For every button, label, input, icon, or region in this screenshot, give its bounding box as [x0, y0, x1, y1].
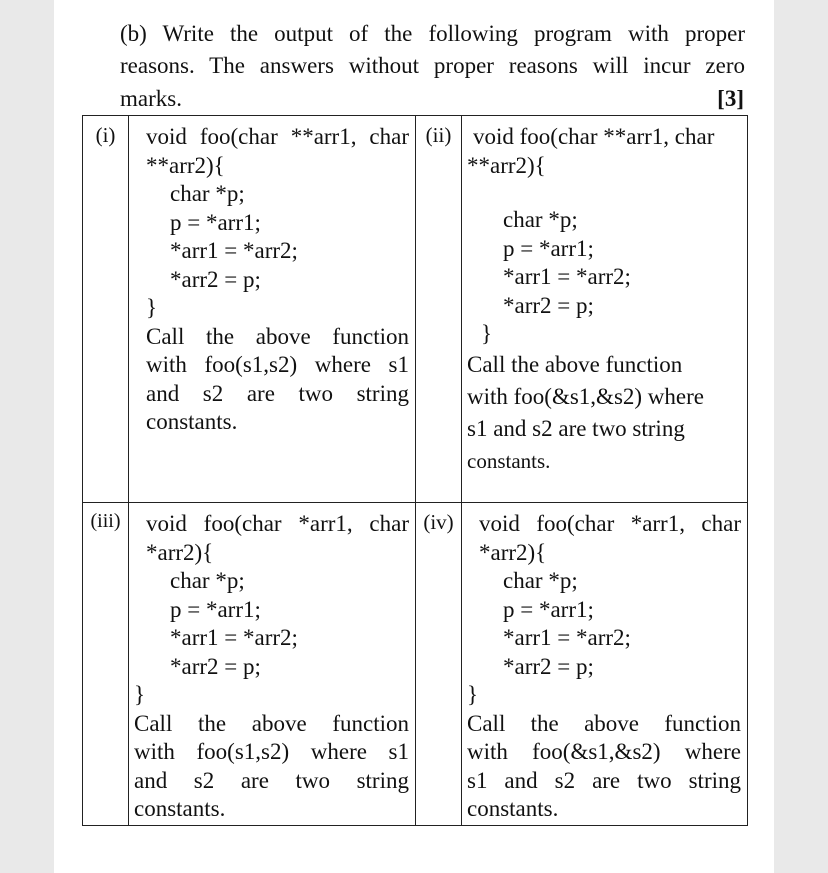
description-line: with foo(s1,s2) where s1 — [146, 352, 409, 377]
code-line: *arr1 = *arr2; — [503, 264, 631, 289]
code-line: p = *arr1; — [503, 596, 594, 622]
code-line: *arr2 = p; — [170, 266, 261, 292]
description-line: with foo(&s1,&s2) where — [467, 383, 704, 409]
description-line: and s2 are two string — [134, 767, 409, 793]
code-header: void foo(char *arr1, char — [146, 511, 409, 536]
code-line: *arr2 = p; — [170, 653, 261, 679]
part-label: (iii) — [83, 503, 129, 826]
code-close: } — [481, 321, 493, 346]
code-line: *arr2 = p; — [503, 653, 594, 679]
code-header: void foo(char *arr1, char — [479, 511, 741, 536]
description-line: s1 and s2 are two string — [467, 415, 685, 441]
description-line: Call the above function — [134, 710, 409, 736]
description-line: with foo(&s1,&s2) where — [467, 739, 741, 764]
description-line: constants. — [146, 409, 238, 434]
description-line: constants. — [467, 796, 559, 821]
code-header: **arr2){ — [467, 152, 546, 178]
code-header: void foo(char **arr1, char — [146, 124, 409, 149]
right-margin — [774, 0, 828, 873]
question-line-3: marks. — [120, 86, 182, 111]
code-line: *arr1 = *arr2; — [170, 238, 298, 263]
table-row — [83, 116, 748, 503]
left-margin — [0, 0, 54, 873]
code-header: *arr2){ — [146, 539, 214, 565]
part-iii-cell — [129, 503, 416, 826]
code-line: *arr1 = *arr2; — [170, 625, 298, 650]
code-line: p = *arr1; — [170, 209, 261, 235]
part-label: (iv) — [416, 503, 462, 826]
code-line: char *p; — [170, 181, 245, 206]
code-line: p = *arr1; — [170, 596, 261, 622]
code-header: **arr2){ — [146, 152, 225, 178]
description-line: Call the above function — [146, 323, 409, 349]
description-line: Call the above function — [467, 710, 741, 736]
code-line: char *p; — [170, 568, 245, 593]
code-line: char *p; — [503, 568, 578, 593]
description-line: constants. — [134, 796, 226, 821]
code-header: *arr2){ — [479, 539, 547, 565]
part-label: (i) — [83, 116, 129, 503]
code-line: *arr2 = p; — [503, 292, 594, 318]
marks-label: [3] — [717, 86, 744, 111]
part-label: (ii) — [416, 116, 462, 503]
question-line-1: (b) Write the output of the following program with proper — [120, 21, 745, 46]
part-iv-cell — [462, 503, 748, 826]
code-header: void foo(char **arr1, char — [473, 124, 715, 149]
code-close: } — [467, 682, 479, 707]
code-line: *arr1 = *arr2; — [503, 625, 631, 650]
description-line: s1 and s2 are two string — [467, 767, 741, 793]
code-close: } — [134, 682, 146, 707]
description-line: and s2 are two string — [146, 380, 409, 406]
code-close: } — [146, 295, 158, 320]
description-line: with foo(s1,s2) where s1 — [134, 739, 409, 764]
part-i-cell — [129, 116, 416, 503]
part-ii-cell — [462, 116, 748, 503]
table-row — [83, 503, 748, 826]
code-line: char *p; — [503, 207, 578, 232]
description-line: constants. — [467, 448, 551, 473]
code-line: p = *arr1; — [503, 235, 594, 261]
description-line: Call the above function — [467, 351, 683, 377]
question-line-2: reasons. The answers without proper reasons will incur zero — [120, 53, 745, 78]
question-table — [82, 115, 748, 826]
